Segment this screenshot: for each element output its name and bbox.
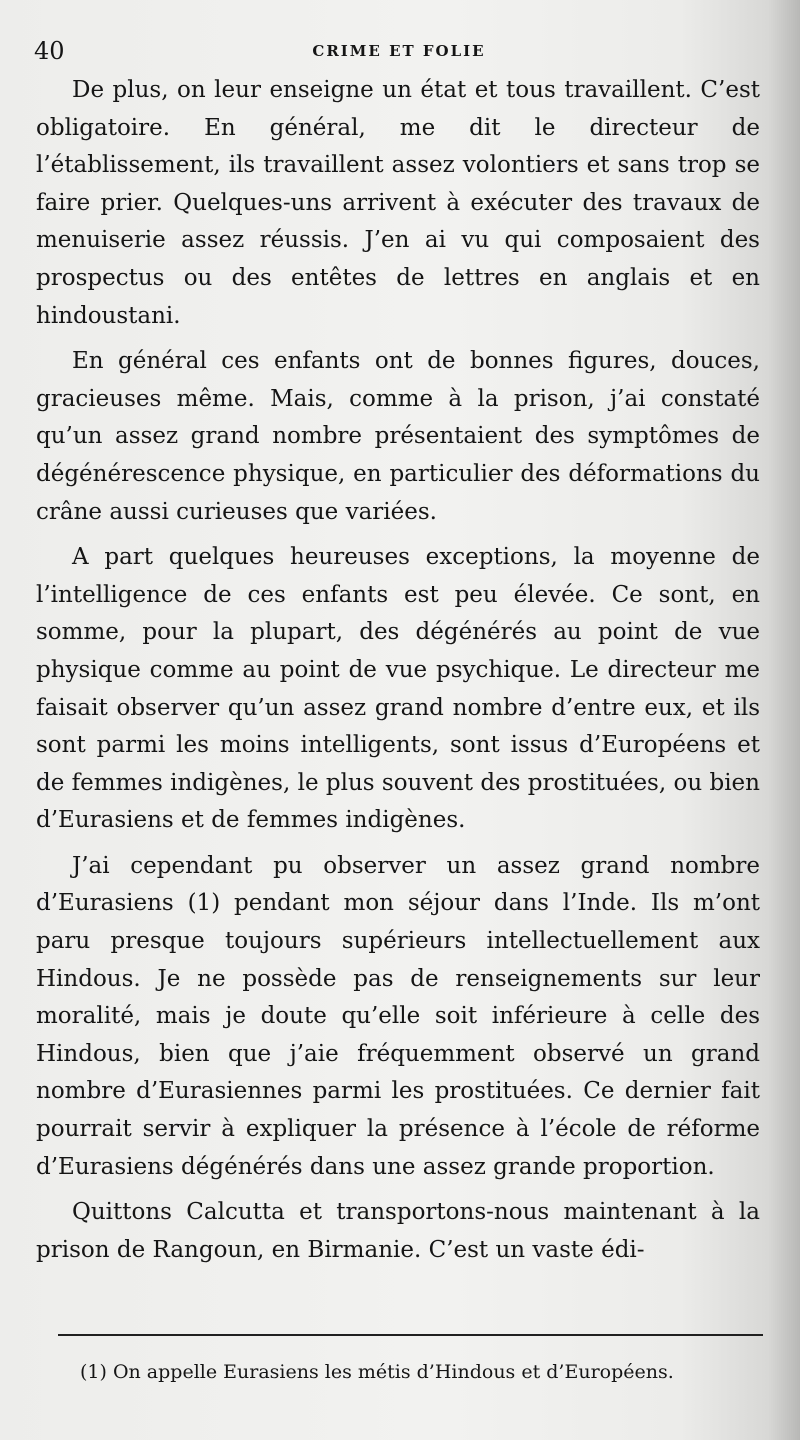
paragraph: J’ai cependant pu observer un assez grand nombre d’Eurasiens (1) pendant mon séjour dans l’Inde. Ils m’ont paru presque toujours supérieurs intellectuellement aux Hindous. Je ne possède pas de renseignements sur leur moralité, mais je doute qu’elle soit inférieure à celle des Hindous, bien que j’aie fréquemment observé un grand nombre d’Eurasiennes parmi les prostituées. Ce dernier fait pourrait servir à expliquer la présence à l’école de réforme d’Eurasiens dégénérés dans une assez grande proportion.	[36, 852, 760, 1180]
paragraph: A part quelques heureuses exceptions, la moyenne de l’intelligence de ces enfants est peu élevée. Ce sont, en somme, pour la plupart, des dégénérés au point de vue physique comme au point de vue psychique. Le directeur me faisait observer qu’un assez grand nombre d’entre eux, et ils sont parmi les moins intelligents, sont issus d’Européens et de femmes indigènes, le plus souvent des prostituées, ou bien d’Eurasiens et de femmes indigènes.	[36, 544, 760, 834]
page-number: 40	[34, 37, 65, 65]
paragraph: De plus, on leur enseigne un état et tous travaillent. C’est obligatoire. En général, me dit le directeur de l’établissement, ils travaillent assez volontiers et sans trop se faire prier. Quelques-uns arrivent à exécuter des travaux de menuiserie assez réussis. J’en ai vu qui composaient des prospectus ou des entêtes de lettres en anglais et en hindoustani.	[36, 77, 760, 329]
running-head: CRIME ET FOLIE	[312, 42, 486, 60]
paragraph: En général ces enfants ont de bonnes figures, douces, gracieuses même. Mais, comme à la prison, j’ai constaté qu’un assez grand nombre présentaient des symptômes de dégénérescence physique, en particulier des déformations du crâne aussi curieuses que variées.	[36, 348, 760, 525]
paragraph: Quittons Calcutta et transportons-nous maintenant à la prison de Rangoun, en Birmanie. C’est un vaste édi-	[36, 1199, 760, 1263]
body-text	[36, 72, 760, 1277]
page-header	[34, 36, 764, 66]
footnote: (1) On appelle Eurasiens les métis d’Hindous et d’Européens.	[80, 1361, 674, 1383]
footnote-divider	[58, 1334, 763, 1336]
